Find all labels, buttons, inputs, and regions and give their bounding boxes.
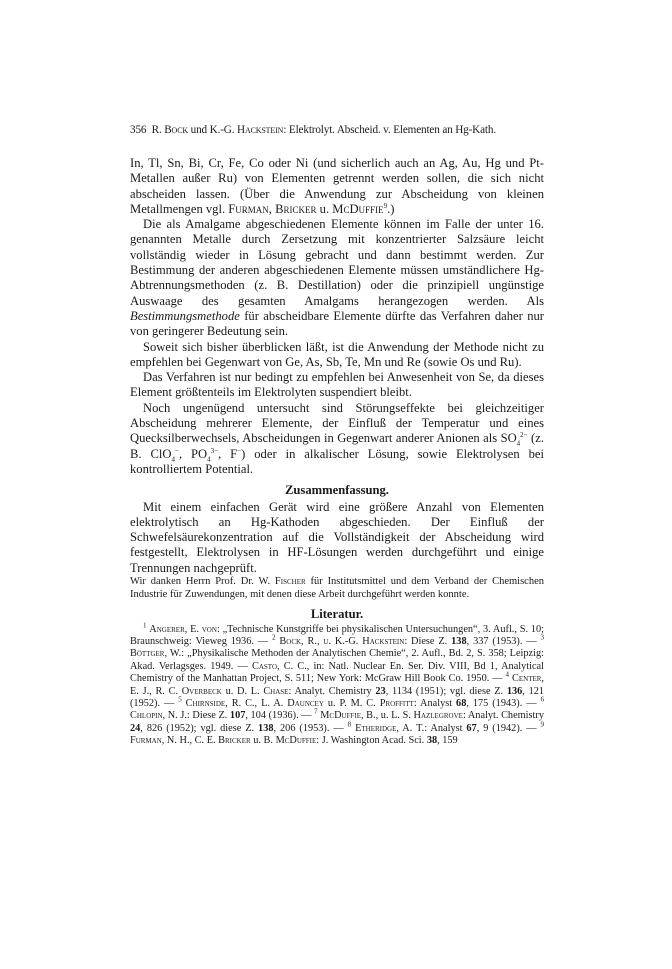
paragraph-4: Das Verfahren ist nur bedingt zu empfehlen bei Anwesenheit von Se, da dieses Element größtenteils im Elektrolyten suspendiert bleibt. (130, 370, 544, 400)
paragraph-1: In, Tl, Sn, Bi, Cr, Fe, Co oder Ni (und sicherlich auch an Ag, Au, Hg und Pt-Metallen außer Ru) von Elementen getrennt werden sollen, die sich nicht abscheiden lassen. (Über die Anwendung zur Abscheidung von kleinen Metallmengen vgl. Furman, Bricker u. McDuffie$^9$.) (130, 156, 544, 216)
summary-heading: Zusammenfassung. (285, 483, 389, 498)
author-bock: Bock (164, 124, 189, 136)
paragraph-5: Noch ungenügend untersucht sind Störungseffekte bei gleichzeitiger Abscheidung mehrerer Elemente, der Einfluß der Temperatur und eines Quecksilberwechsels, Abscheidungen in Gegenwart anderer Anionen als $SO_4^{2-}$ (z. B. ClO$_4$−, $PO_4^{3-}$, F−) oder in alkalischer Lösung, sowie Elektrolysen bei kontrolliertem Potential. (130, 400, 544, 476)
reference-author: Angerer, E. von (149, 623, 217, 635)
reference-list (130, 621, 545, 748)
article-body (130, 156, 544, 748)
summary-text: Mit einem einfachen Gerät wird eine größere Anzahl von Elementen elektrolytisch an Hg-Kathoden abgeschieden. Der Einfluß der Schwefelsäurekonzentration auf die Vollständigkeit der Abscheidung wird festgestellt, Elektrolysen in HF-Lösungen werden durchgeführt und einige Trennungen nachgeprüft. (130, 499, 544, 575)
page-number: 356 (130, 124, 147, 136)
reference-block: $^1$ Angerer, E. von: „Technische Kunstgriffe bei physikalischen Untersuchungen“, 3. Aufl., S. 10; Braunschweig: Vieweg 1936. — $^2$ Bock, R., u. K.-G. Hackstein: Diese Z. 138, 337 (1953). — $^3$ Böttger, W.: „Physikalische Methoden der Analytischen Chemie“, 2. Aufl., Bd. 2, S. 358; Leipzig: Akad. Verlagsges. 1949. — Casto, C. C., in: Natl. Nuclear En. Ser. Div. VIII, Bd 1, Analytical Chemistry of the Manhattan Project, S. 511; New York: McGraw Hill Book Co. 1950. — $^4$ Center, E. J., R. C. Overbeck u. D. L. Chase: Analyt. Chemistry 23, 1134 (1951); vgl. diese Z. 136, 121 (1952). — $^5$ Chirnside, R. C., L. A. Dauncey u. P. M. C. Proffitt: Analyst 68, 175 (1943). — $^6$ Chlopin, N. J.: Diese Z. 107, 104 (1936). — $^7$ McDuffie, B., u. L. S. Hazlegrove: Analyt. Chemistry 24, 826 (1952); vgl. diese Z. 138, 206 (1953). — $^8$ Etheridge, A. T.: Analyst 67, 9 (1942). — $^9$ Furman, N. H., C. E. Bricker u. B. McDuffie: J. Washington Acad. Sci. 38, 159 (130, 621, 545, 747)
literature-heading: Literatur. (310, 607, 364, 622)
acknowledgement: Wir danken Herrn Prof. Dr. W. Fischer für Institutsmittel und dem Verband der Chemischen Industrie für Zuwendungen, mit denen diese Arbeit durchgeführt werden konnte. (130, 576, 544, 600)
emphasis-bestimmungsmethode: Bestimmungsmethode (130, 308, 240, 323)
running-title: : Elektrolyt. Abscheid. v. Elementen an Hg-Kath. (283, 124, 496, 136)
paragraph-2: Die als Amalgame abgeschiedenen Elemente können im Falle der unter 16. genannten Metalle durch Zersetzung mit konzentrierter Salzsäure leicht vollständig wieder in Lösung gebracht und dann bestimmt werden. Zur Bestimmung der anderen abgeschiedenen Elemente müssen umständlichere Hg-Abtrennungsmethoden (z. B. Destillation) oder die prinzipiell ungünstige Auswaage des gesamten Amalgams herangezogen werden. Als Bestimmungsmethode für abscheidbare Elemente dürfte das Verfahren daher nur von geringerer Bedeutung sein. (130, 217, 544, 339)
running-header: 356 R. Bock und K.-G. Hackstein: Elektrolyt. Abscheid. v. Elementen an Hg-Kath. (130, 124, 496, 136)
paragraph-3: Soweit sich bisher überblicken läßt, ist die Anwendung der Methode nicht zu empfehlen bei Gegenwart von Ge, As, Sb, Te, Mn und Re (sowie Os und Ru). (130, 339, 544, 369)
author-hackstein: Hackstein (237, 124, 284, 136)
